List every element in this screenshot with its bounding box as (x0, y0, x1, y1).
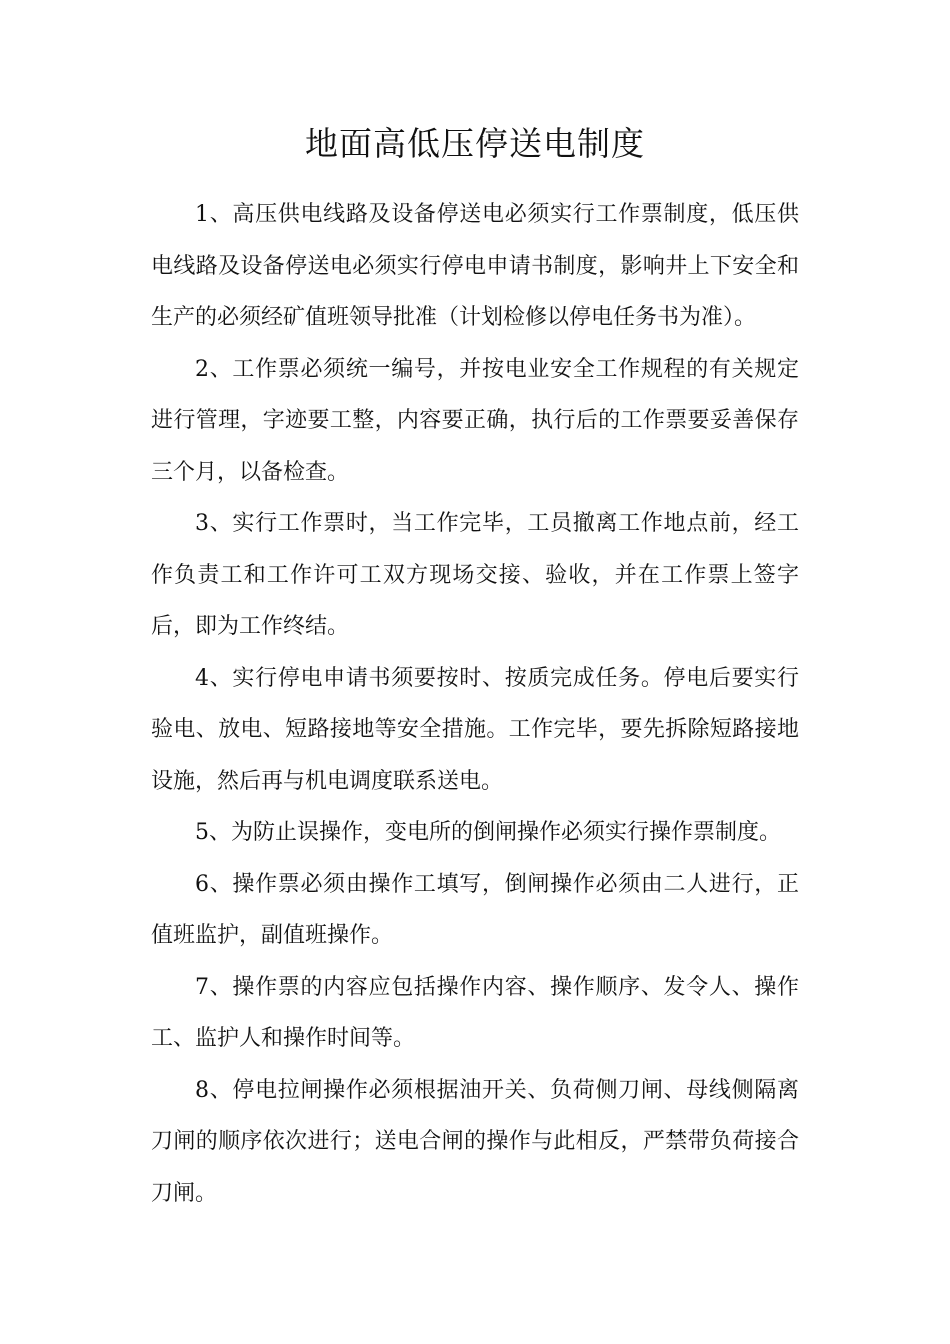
paragraph-6: 6、操作票必须由操作工填写，倒闸操作必须由二人进行，正值班监护，副值班操作。 (151, 871, 799, 948)
paragraph-8: 8、停电拉闸操作必须根据油开关、负荷侧刀闸、母线侧隔离刀闸的顺序依次进行；送电合闸的操作与此相反，严禁带负荷接合刀闸。 (151, 1077, 799, 1206)
paragraph-5: 5、为防止误操作，变电所的倒闸操作必须实行操作票制度。 (195, 820, 781, 845)
document-body (151, 189, 799, 1219)
paragraph-7: 7、操作票的内容应包括操作内容、操作顺序、发令人、操作工、监护人和操作时间等。 (151, 974, 799, 1051)
paragraph-2: 2、工作票必须统一编号，并按电业安全工作规程的有关规定进行管理，字迹要工整，内容要正确，执行后的工作票要妥善保存三个月，以备检查。 (151, 356, 799, 485)
paragraph-1: 1、高压供电线路及设备停送电必须实行工作票制度，低压供电线路及设备停送电必须实行停电申请书制度，影响井上下安全和生产的必须经矿值班领导批准（计划检修以停电任务书为准）。 (151, 202, 799, 330)
document-title: 地面高低压停送电制度 (305, 124, 645, 163)
paragraph-4: 4、实行停电申请书须要按时、按质完成任务。停电后要实行验电、放电、短路接地等安全措施。工作完毕，要先拆除短路接地设施，然后再与机电调度联系送电。 (151, 665, 799, 794)
paragraph-3: 3、实行工作票时，当工作完毕，工员撤离工作地点前，经工作负责工和工作许可工双方现场交接、验收，并在工作票上签字后，即为工作终结。 (151, 511, 799, 639)
